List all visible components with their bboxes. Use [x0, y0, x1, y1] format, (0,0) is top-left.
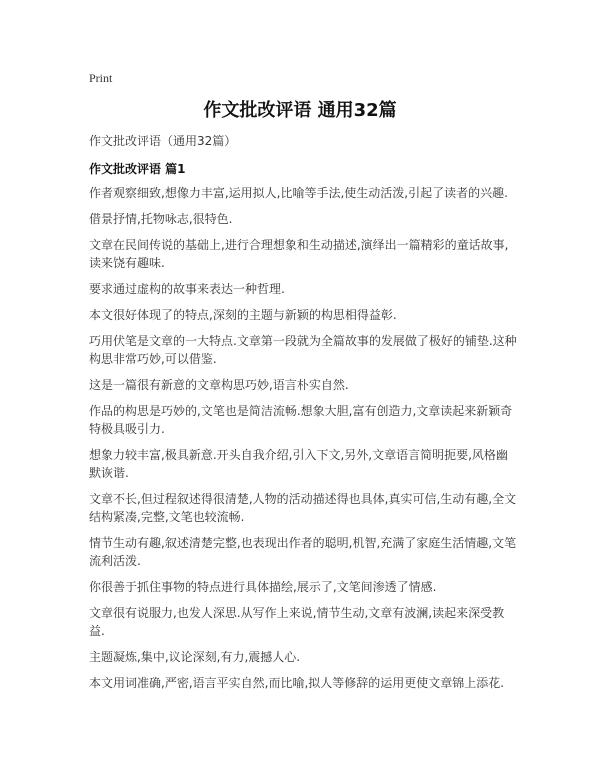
paragraph: 作品的构思是巧妙的,文笔也是简洁流畅.想象大胆,富有创造力,文章读起来新颖奇特极具吸引力. [89, 404, 513, 436]
paragraph-list [89, 184, 517, 700]
paragraph: 文章在民间传说的基础上,进行合理想象和生动描述,演绎出一篇精彩的童话故事,读来饶有趣味. [89, 238, 509, 270]
paragraph: 本文用词准确,严密,语言平实自然,而比喻,拟人等修辞的运用更使文章锦上添花. [89, 676, 505, 690]
paragraph: 你很善于抓住事物的特点进行具体描绘,展示了,文笔间渗透了情感. [89, 580, 437, 594]
paragraph: 想象力较丰富,极具新意.开头自我介绍,引入下文,另外,文章语言简明扼要,风格幽默诙谐. [89, 448, 508, 480]
print-label[interactable]: Print [89, 71, 113, 85]
document-subtitle: 作文批改评语（通用32篇） [89, 134, 237, 148]
paragraph: 这是一篇很有新意的文章构思巧妙,语言朴实自然. [89, 378, 349, 392]
paragraph: 本文很好体现了的特点,深刻的主题与新颖的构思相得益彰. [89, 308, 397, 322]
paragraph: 借景抒情,托物咏志,很特色. [89, 212, 233, 226]
paragraph: 要求通过虚构的故事来表达一种哲理. [89, 282, 285, 296]
page-title: 作文批改评语 通用32篇 [203, 100, 397, 121]
paragraph: 情节生动有趣,叙述清楚完整,也表现出作者的聪明,机智,充满了家庭生活情趣,文笔流利活泼. [89, 536, 517, 568]
paragraph: 文章很有说服力,也发人深思.从写作上来说,情节生动,文章有波澜,读起来深受教益. [89, 606, 505, 638]
paragraph: 作者观察细致,想像力丰富,运用拟人,比喻等手法,使生动活泼,引起了读者的兴趣. [89, 186, 508, 200]
paragraph: 主题凝炼,集中,议论深刻,有力,震撼人心. [89, 650, 301, 664]
section-heading: 作文批改评语 篇1 [89, 162, 186, 176]
paragraph: 巧用伏笔是文章的一大特点.文章第一段就为全篇故事的发展做了极好的铺垫.这种构思非常巧妙,可以借鉴. [89, 334, 517, 366]
paragraph: 文章不长,但过程叙述得很清楚,人物的活动描述得也具体,真实可信,生动有趣,全文结构紧凑,完整,文笔也较流畅. [89, 492, 517, 524]
